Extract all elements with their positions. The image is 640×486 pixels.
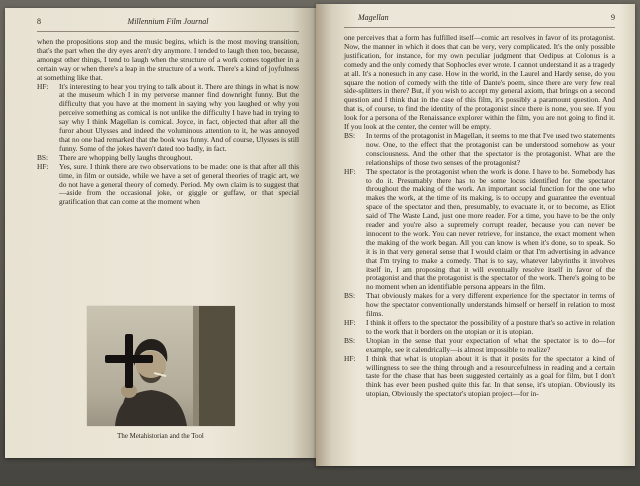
speaker-label: HF: (344, 318, 356, 327)
dialogue-paragraph (37, 83, 299, 154)
metahistorian-photo (87, 306, 235, 426)
photo-dark-doorway (199, 306, 235, 426)
left-page-number: 8 (37, 17, 41, 26)
left-header-rule (37, 31, 299, 32)
continuation-paragraph (344, 34, 615, 132)
speaker-label: HF: (37, 161, 49, 171)
right-page-header (344, 13, 615, 25)
page-left-content (5, 8, 316, 458)
dialogue-paragraph (344, 319, 615, 337)
left-page-header (37, 17, 299, 29)
dialogue-paragraph (344, 168, 615, 293)
dialogue-text: It's interesting to hear you trying to talk about it. There are things in what is now at the museum which I in my perverse manner find downright funny. But the difficulty that you have at the moment in saying why you laughed or why you perceive something as comical is not unlike the difficulty I have had in trying to say why I think Magellan is comical. Joyce, in fact, objected that after all the furor about Ulysses and indeed the voluminous attention to it, he was annoyed that no one had remarked that the book was funny. And of course, Ulysses is still funny. Some of the jokes haven't dated too badly, in fact. (59, 81, 299, 153)
dialogue-text: Utopian in the sense that your expectation of what the spectator is to do—for example, see it calendrically—is almost impossible to realize? (366, 335, 615, 354)
dialogue-text: The spectator is the protagonist when the work is done. I have to be. Somebody has to do it. Presumably there has to be some locus identified for the spectator throughout the making of the work. An important social function for the one who makes the work, at the time of its making, is to occupy and guarantee the eventual space of the spectator and then, presumably, to evacuate it, or to become, as Eliot said of The Waste Land, just one more reader. For a time, you have to be the only reader and you're also a supremely corrupt reader, because you can never be innocent to the work. You can never retrieve, for instance, the exact moment when the making of the work began. All you can know is when it's done, so to speak. So it is in that very general sense that I would claim or that I'm advertising in advance that I'm trying to make a comedy. That is to say, whatever labyrinths it involves itself in, I am proposing that it will eventually resolve itself in favor of the protagonist and that the protagonist is the spectator of the work. There's going to be no moment when an identifiable persona appears in the film. (366, 166, 615, 292)
speaker-label: HF: (344, 353, 356, 363)
dialogue-paragraph (344, 337, 615, 355)
continuation-paragraph (37, 38, 299, 83)
dialogue-text: I think that what is utopian about it is that it posits for the spectator a kind of willingness to see the thing through and a resourcefulness in reading and a certain taste for the chase that has been suggested certainly as a goal for film, but I don't think has ever been pushed quite this far. In that sense, it's utopian. Obviously its utopian, Obviously the spectator's utopian project—for in- (366, 353, 615, 399)
chapter-running-title: Magellan (358, 13, 389, 22)
dialogue-text: I think it offers to the spectator the possibility of a posture that's so active in relation to the work that it borders on the utopian or it is utopian. (366, 318, 615, 336)
page-right (316, 4, 635, 466)
dialogue-paragraph (37, 163, 299, 208)
photo-door-frame (193, 306, 199, 426)
dialogue-paragraph (344, 132, 615, 168)
dialogue-text: There are whopping belly laughs throughout. (59, 152, 193, 162)
speaker-label: BS: (344, 291, 356, 301)
speaker-label: BS: (344, 335, 356, 345)
dialogue-text: when the propositions stop and the music begins, which is the most moving transition, that's the part when the dry eyes aren't dry anymore. I tended to laugh then too, because, amongst other things, I tend to laugh when the structure of a work comes together in a certain way or when there's a leap in the structure of a work. There's a kind of joyfulness at something like that. (37, 37, 299, 82)
dialogue-paragraph (344, 355, 615, 400)
left-page-body (37, 38, 299, 207)
right-header-rule (344, 27, 615, 28)
dialogue-text: That obviously makes for a very different experience for the spectator in terms of how the spectator conventionally understands himself or herself in relation to most films. (366, 291, 615, 319)
journal-running-title: Millennium Film Journal (127, 17, 209, 26)
page-left (5, 8, 316, 458)
speaker-label: BS: (37, 152, 49, 162)
right-page-body (344, 34, 615, 399)
dialogue-text: In terms of the protagonist in Magellan, it seems to me that I've used two statements now. One, to the effect that the protagonist can be understood somehow as your consciousness. And the other that the spectator is the protagonist. What are the relationships of those two senses of the protagonist? (366, 130, 615, 167)
speaker-label: HF: (344, 166, 356, 176)
dialogue-text: Yes, sure. I think there are two observations to be made: one is that after all this time, in film or outside, while we have a set of general theories of tragic art, we do not have a general theory of comedy. Period. My own claim is to suggest that—aside from the occasional joke, or giggle or guffaw, or that special gratification that can come at the moment when (59, 161, 299, 207)
page-right-content (316, 4, 635, 466)
dialogue-paragraph (344, 292, 615, 319)
dialogue-text: one perceives that a form has fulfilled itself—comic art resolves in favor of its protagonist. Now, the manner in which it does that can be very, very complicated. It's the only possible justification, for instance, for my own peculiar judgment that Oedipus at Colonus is a comedy and the only comedy that Sophocles ever wrote. I cannot understand it as a tragedy at all. It's a nonesuch in any case. How in the world, in the Laurel and Hardy sense, do you square the notion of comedy with the title of Dante's poem, since there are very few real side-splitters in there? But, if you wish to accept my general axiom, that brings on a second question and I think that in the case of this film, it's possibly a paramount question. And that is, of course, to find the identity of the protagonist since there is none, you see. If you look for a persona of the Renaissance explorer within the film, you are not going to find it. If you look at the center, the center will be empty. (344, 33, 615, 132)
right-page-number: 9 (611, 13, 615, 22)
photo-caption: The Metahistorian and the Tool (117, 433, 204, 440)
speaker-label: HF: (37, 81, 49, 91)
photo-figure (87, 306, 235, 440)
speaker-label: BS: (344, 130, 356, 140)
